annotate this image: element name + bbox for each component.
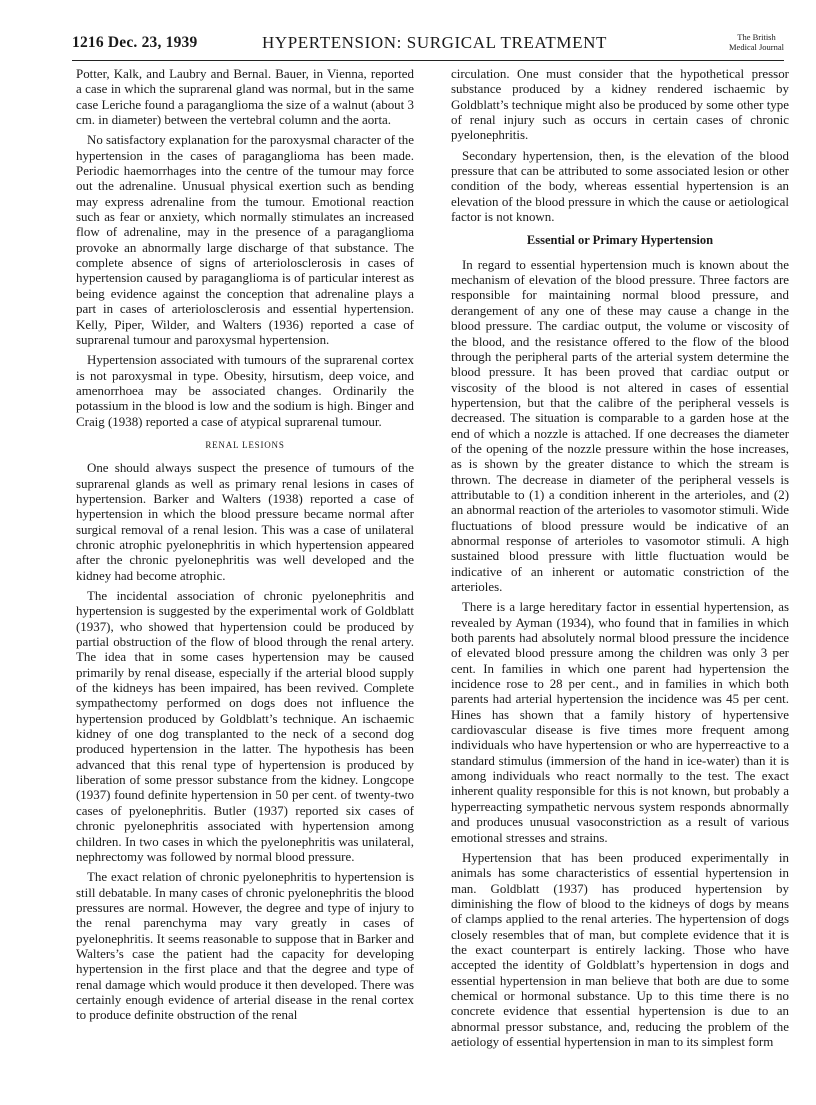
section-heading-renal-lesions: RENAL LESIONS <box>205 439 285 450</box>
paragraph: No satisfactory explanation for the paroxysmal character of the hypertension in the cases of paraganglioma has been made. Periodic haemorrhages into the centre of the tumour may force out the adrenaline. Unusual physical exertion such as bending may express adrenaline from the tumour. Emotional reaction such as fear or anxiety, which normally stimulates an increased flow of adrenaline, may in the presence of a paraganglioma provoke an abnormally large discharge of that substance. The complete absence of signs of arteriolosclerosis in cases of hypertension caused by paraganglioma is of particular interest as being evidence against the conception that adrenaline plays a part in cases of arteriolosclerosis and essential hypertension. Kelly, Piper, Wilder, and Walters (1936) reported a case of suprarenal tumour and paroxysmal hypertension. <box>76 132 414 347</box>
journal-name-line2: Medical Journal <box>729 41 784 52</box>
section-heading-essential-hypertension: Essential or Primary Hypertension <box>526 233 714 248</box>
journal-name-line1: The British <box>737 32 776 42</box>
right-column <box>451 66 789 1054</box>
paragraph: Hypertension associated with tumours of the suprarenal cortex is not paroxysmal in type. Obesity, hirsutism, deep voice, and amenorrhoea may be associated changes. Ordinarily the potassium in the blood is low and the sodium is high. Binger and Craig (1938) reported a case of atypical suprarenal tumour. <box>76 352 414 429</box>
paragraph: In regard to essential hypertension much is known about the mechanism of elevation of the blood pressure. Three factors are responsible for maintaining normal blood pressure, and derangement of any one of these may cause a change in the blood pressure. The cardiac output, the volume or viscosity of the blood, and the resistance offered to the flow of the blood through the peripheral parts of the arterial system determine the blood pressure. It has been proved that cardiac output or viscosity of the blood is not altered in cases of essential hypertension, but that the calibre of the peripheral vessels is decreased. The situation is comparable to a garden hose at the end of which a nozzle is attached. If one decreases the diameter of the opening of the nozzle pressure within the hose increases, as is shown by the greater distance to which the stream is thrown. The decrease in diameter of the peripheral vessels is attributable to (1) a condition inherent in the arterioles, and (2) an abnormal reaction of the arterioles to vasomotor stimuli. Wide fluctuations of blood pressure would be indicative of an abnormal response of arterioles to vasomotor stimuli. A high sustained blood pressure with little fluctuation would be indicative of an inherent or automatic constriction of the arterioles. <box>451 256 789 594</box>
left-column <box>76 66 414 1028</box>
paragraph: There is a large hereditary factor in essential hypertension, as revealed by Ayman (1934), who found that in families in which both parents had absolutely normal blood pressure the incidence of elevated blood pressure among the children was only 3 per cent. In families in which one parent had hypertension the incidence rose to 28 per cent., and in families in which both parents had arterial hypertension the incidence was 45 per cent. Hines has shown that a family history of hypertensive cardiovascular disease is five times more frequent among individuals who have hypertension or who are hyperreactive to a standard stimulus (immersion of the hand in ice-water) than it is among individuals who react normally to the test. The exact inherent quality responsible for this is not known, but probably a hyperreacting sympathetic nervous system responds abnormally and produces unusual vasoconstriction as a result of various emotional stresses and strains. <box>451 599 789 845</box>
page-header <box>72 30 784 61</box>
paragraph: circulation. One must consider that the hypothetical pressor substance produced by a kidney rendered ischaemic by Goldblatt’s technique might also be produced by some other type of renal injury such as occurs in certain cases of chronic pyelonephritis. <box>451 66 789 143</box>
journal-name <box>729 33 784 52</box>
page-number-date: 1216 Dec. 23, 1939 <box>72 34 198 51</box>
running-title: HYPERTENSION: SURGICAL TREATMENT <box>262 33 607 52</box>
paragraph: Secondary hypertension, then, is the elevation of the blood pressure that can be attributed to some associated lesion or other condition of the body, whereas essential hypertension is an elevation of the blood pressure in which the cause or aetiological factor is not known. <box>451 147 789 225</box>
paragraph: One should always suspect the presence of tumours of the suprarenal glands as well as primary renal lesions in cases of hypertension. Barker and Walters (1938) reported a case of hypertension in which the blood pressure became normal after surgical removal of a renal lesion. This was a case of unilateral chronic atrophic pyelonephritis in which hypertension appeared after the chronic pyelonephritis was well developed and the kidney had become atrophic. <box>76 460 414 583</box>
paragraph: The incidental association of chronic pyelonephritis and hypertension is suggested by the experimental work of Goldblatt (1937), who showed that hypertension could be produced by partial obstruction of the flow of blood through the renal artery. The idea that in some cases hypertension may be caused primarily by renal disease, especially if the arterial blood supply of the kidneys has been impaired, has been revived. Complete sympathectomy performed on dogs does not influence the hypertension produced by Goldblatt’s technique. An ischaemic kidney of one dog transplanted to the neck of a second dog produced hypertension in the latter. The hypothesis has been advanced that this renal type of hypertension is produced by liberation of some pressor substance from the kidney. Longcope (1937) found definite hypertension in 50 per cent. of twenty-two cases of pyelonephritis. Butler (1937) reported six cases of chronic pyelonephritis associated with hypertension among children. In two cases in which the pyelonephritis was unilateral, nephrectomy was followed by normal blood pressure. <box>76 588 414 864</box>
paragraph: Hypertension that has been produced experimentally in animals has some characteristics of essential hypertension in man. Goldblatt (1937) has produced hypertension by diminishing the flow of blood to the kidneys of dogs by means of clamps applied to the renal arteries. The hypertension of dogs closely resembles that of man, but complete evidence that it is the exact counterpart is entirely lacking. Those who have accepted the identity of Goldblatt’s hypertension in dogs and essential hypertension in man believe that both are due to some chemical or hormonal substance. Up to this time there is no concrete evidence that essential hypertension is due to an abnormal pressor substance, and, reducing the problem of the aetiology of essential hypertension in man to its simplest form <box>451 849 789 1049</box>
paragraph: The exact relation of chronic pyelonephritis to hypertension is still debatable. In many cases of chronic pyelonephritis the blood pressures are normal. However, the degree and type of injury to the renal parenchyma may vary greatly in cases of pyelonephritis. It seems reasonable to suppose that in Barker and Walters’s case the patient had the capacity for developing hypertension in the first place and that the degree and type of renal damage which would produce it then developed. There was certainly enough evidence of arterial disease in the renal cortex to produce definite obstruction of the renal <box>76 869 414 1023</box>
paragraph: Potter, Kalk, and Laubry and Bernal. Bauer, in Vienna, reported a case in which the suprarenal gland was normal, but in the same case Leriche found a paraganglioma the size of a walnut (about 3 cm. in diameter) between the vertebral column and the aorta. <box>76 66 414 128</box>
